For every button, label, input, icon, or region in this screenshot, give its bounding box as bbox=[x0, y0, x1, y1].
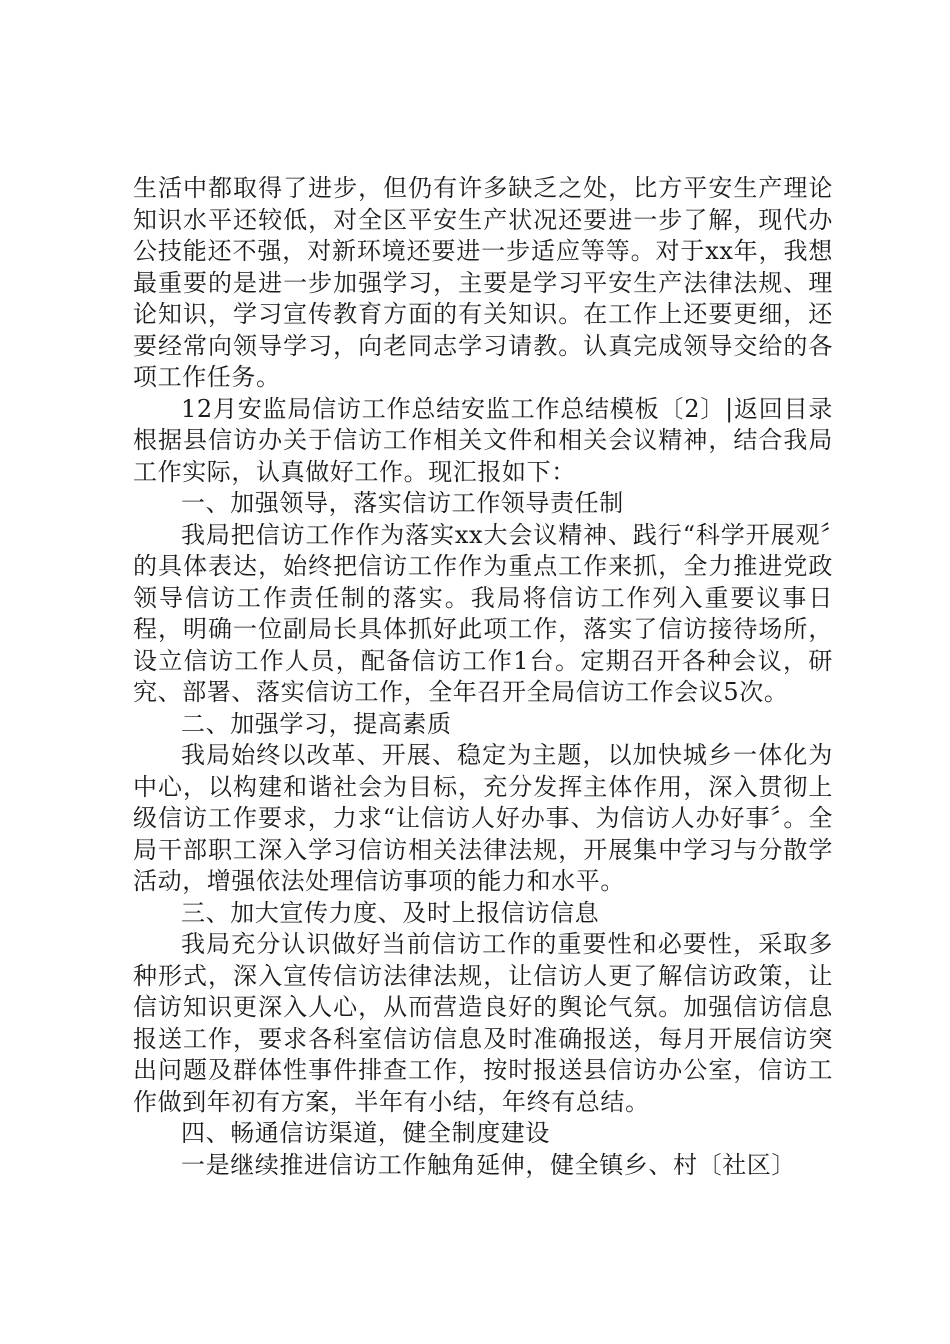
paragraph-section-title-intro: 12月安监局信访工作总结安监工作总结模板〔2〕|返回目录根据县信访办关于信访工作相关文件和相关会议精神，结合我局工作实际，认真做好工作。现汇报如下： bbox=[133, 394, 833, 486]
document-body bbox=[133, 173, 833, 1181]
paragraph-section-3: 我局充分认识做好当前信访工作的重要性和必要性，采取多种形式，深入宣传信访法律法规，让信访人更了解信访政策，让信访知识更深入人心，从而营造良好的舆论气氛。加强信访信息报送工作，要求各科室信访信息及时准确报送，每月开展信访突出问题及群体性事件排查工作，按时报送县信访办公室，信访工作做到年初有方案，半年有小结，年终有总结。 bbox=[133, 930, 833, 1116]
paragraph-continuation: 生活中都取得了进步，但仍有许多缺乏之处，比方平安生产理论知识水平还较低，对全区平安生产状况还要进一步了解，现代办公技能还不强，对新环境还要进一步适应等等。对于xx年，我想最重要的是进一步加强学习，主要是学习平安生产法律法规、理论知识，学习宣传教育方面的有关知识。在工作上还要更细，还要经常向领导学习，向老同志学习请教。认真完成领导交给的各项工作任务。 bbox=[133, 174, 833, 391]
heading-section-2: 二、加强学习，提高素质 bbox=[181, 709, 452, 738]
heading-section-4: 四、畅通信访渠道，健全制度建设 bbox=[181, 1119, 550, 1147]
paragraph-section-2: 我局始终以改革、开展、稳定为主题，以加快城乡一体化为中心，以构建和谐社会为目标，充分发挥主体作用，深入贯彻上级信访工作要求，力求“让信访人好办事、为信访人办好事〞。全局干部职工深入学习信访相关法律法规，开展集中学习与分散学活动，增强依法处理信访事项的能力和水平。 bbox=[133, 741, 833, 895]
heading-section-1: 一、加强领导，落实信访工作领导责任制 bbox=[181, 489, 624, 517]
paragraph-section-4: 一是继续推进信访工作触角延伸，健全镇乡、村〔社区〕 bbox=[181, 1150, 796, 1179]
heading-section-3: 三、加大宣传力度、及时上报信访信息 bbox=[181, 898, 600, 927]
paragraph-section-1: 我局把信访工作作为落实xx大会议精神、践行“科学开展观〞的具体表达，始终把信访工作作为重点工作来抓，全力推进党政领导信访工作责任制的落实。我局将信访工作列入重要议事日程，明确一位副局长具体抓好此项工作，落实了信访接待场所，设立信访工作人员，配备信访工作1台。定期召开各种会议，研究、部署、落实信访工作，全年召开全局信访工作会议5次。 bbox=[133, 520, 833, 706]
